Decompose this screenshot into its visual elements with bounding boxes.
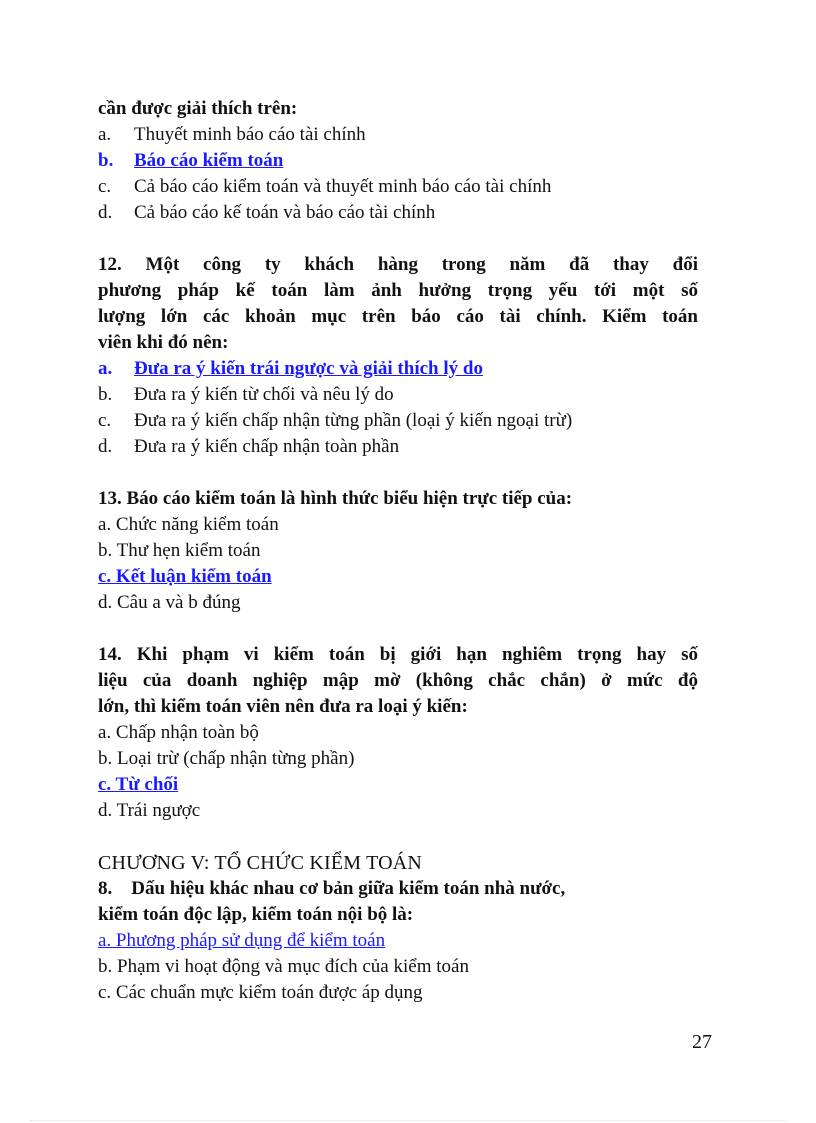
question-14: 14. Khi phạm vi kiểm toán bị giới hạn nghiêm trọng hay số liệu của doanh nghiệp mập mờ (không chắc chắn) ở mức độ lớn, thì kiểm toán viên nên đưa ra loại ý kiến: — [98, 644, 698, 717]
q12-option-d: d. Đưa ra ý kiến chấp nhận toàn phần — [98, 436, 400, 457]
q14-option-b: b. Loại trừ (chấp nhận từng phần) — [98, 748, 355, 769]
question-8: 8. Dấu hiệu khác nhau cơ bản giữa kiểm toán nhà nước, kiểm toán độc lập, kiểm toán nội bộ là: — [98, 878, 566, 925]
q8-option-a-answer: a. Phương pháp sử dụng để kiểm toán — [98, 930, 386, 951]
question-12: 12. Một công ty khách hàng trong năm đã thay đổi phương pháp kế toán làm ảnh hưởng trọng yếu tới một số lượng lớn các khoản mục trên báo cáo tài chính. Kiểm toán viên khi đó nên: — [98, 254, 698, 353]
option-c: c. Cả báo cáo kiểm toán và thuyết minh báo cáo tài chính — [98, 176, 552, 197]
page-bottom-divider — [30, 1120, 786, 1121]
document-page — [98, 96, 698, 1006]
page-number: 27 — [692, 1031, 712, 1053]
chapter-heading: CHƯƠNG V: TỔ CHỨC KIỂM TOÁN — [98, 852, 423, 874]
q13-option-d: d. Câu a và b đúng — [98, 592, 241, 613]
question-13: 13. Báo cáo kiểm toán là hình thức biểu hiện trực tiếp của: — [98, 488, 573, 509]
q13-option-c-answer: c. Kết luận kiểm toán — [98, 566, 272, 587]
option-a: a. Thuyết minh báo cáo tài chính — [98, 124, 366, 145]
option-d: d. Cả báo cáo kế toán và báo cáo tài chính — [98, 202, 436, 223]
q8-option-b: b. Phạm vi hoạt động và mục đích của kiểm toán — [98, 956, 469, 977]
q13-option-b: b. Thư hẹn kiểm toán — [98, 540, 261, 561]
option-b-answer: b. Báo cáo kiểm toán — [98, 150, 284, 171]
q8-option-c: c. Các chuẩn mực kiểm toán được áp dụng — [98, 982, 423, 1003]
q14-option-d: d. Trái ngược — [98, 800, 201, 821]
question-continuation: cần được giải thích trên: — [98, 98, 298, 119]
q12-option-a-answer: a. Đưa ra ý kiến trái ngược và giải thích lý do — [98, 358, 483, 379]
q12-option-b: b. Đưa ra ý kiến từ chối và nêu lý do — [98, 384, 394, 405]
q14-option-c-answer: c. Từ chối — [98, 774, 179, 795]
q14-option-a: a. Chấp nhận toàn bộ — [98, 722, 259, 743]
q13-option-a: a. Chức năng kiểm toán — [98, 514, 279, 535]
q12-option-c: c. Đưa ra ý kiến chấp nhận từng phần (loại ý kiến ngoại trừ) — [98, 410, 573, 431]
